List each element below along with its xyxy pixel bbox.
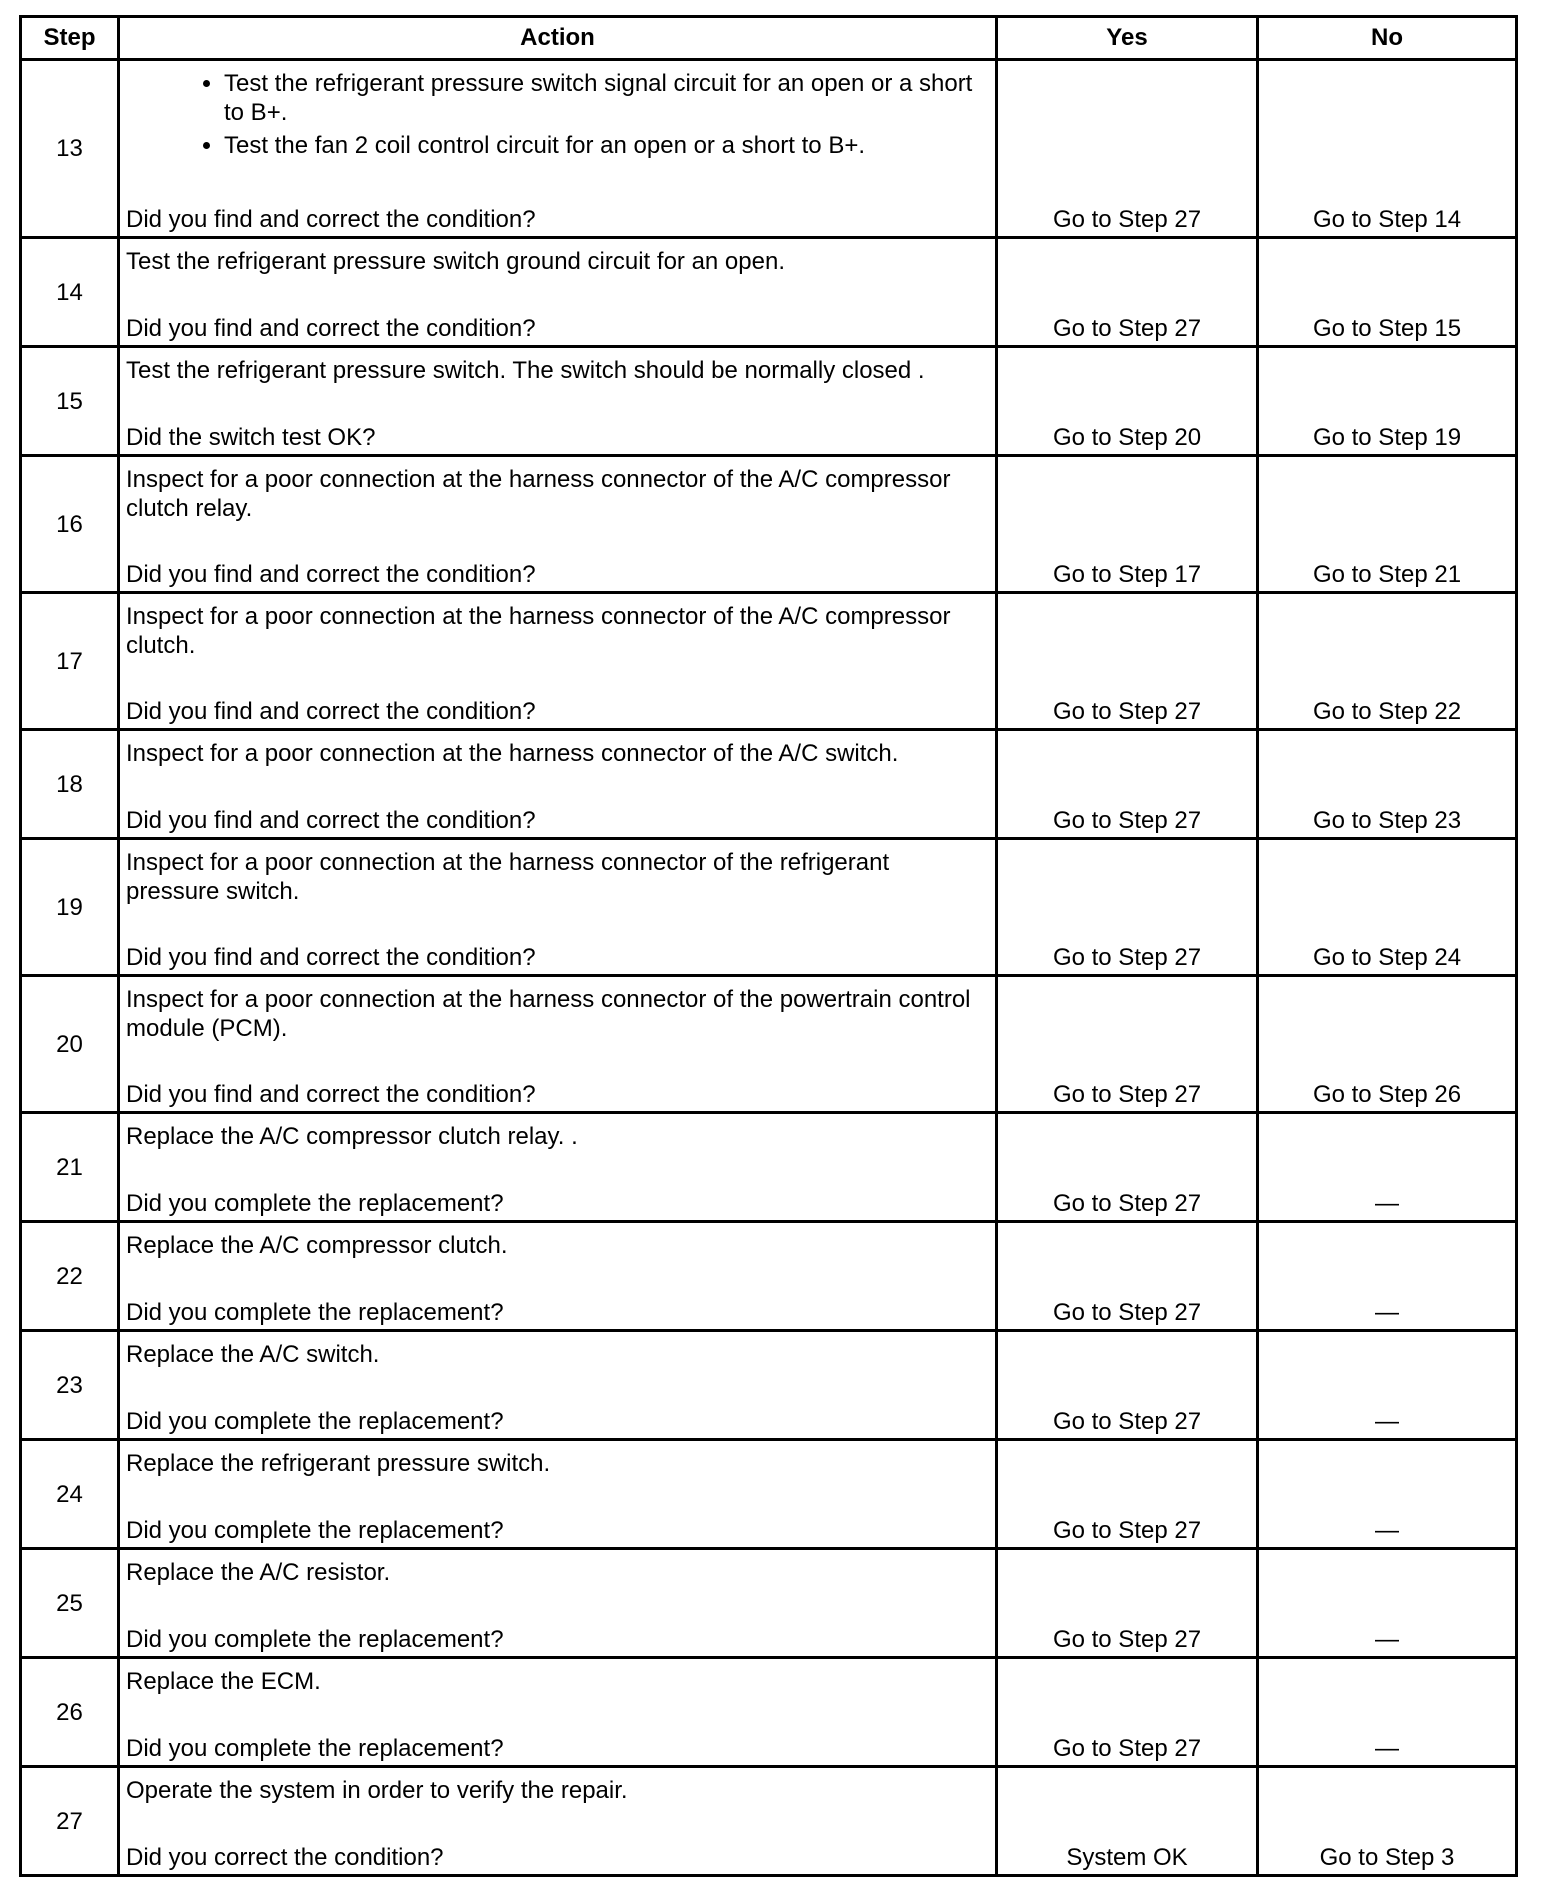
action-cell [119,1222,997,1331]
action-instruction: Replace the refrigerant pressure switch. [126,1450,551,1477]
yes-result: Go to Step 27 [997,730,1258,839]
action-bullet: • Test the fan 2 coil control circuit for an open or a short to B+. [224,131,989,160]
action-instruction: Inspect for a poor connection at the harness connector of the A/C compressor clutch relay. [126,466,951,522]
table-row [21,1549,1517,1658]
step-number: 23 [21,1331,119,1440]
step-number: 19 [21,839,119,976]
table-row [21,593,1517,730]
step-number: 22 [21,1222,119,1331]
action-cell [119,1331,997,1440]
yes-result: Go to Step 27 [997,1549,1258,1658]
table-row [21,1331,1517,1440]
action-instruction: Replace the ECM. [126,1668,321,1695]
action-instruction: Replace the A/C switch. [126,1341,380,1368]
action-instruction: Test the refrigerant pressure switch. The switch should be normally closed . [126,357,925,384]
yes-result: Go to Step 27 [997,1440,1258,1549]
step-number: 15 [21,347,119,456]
action-cell [119,347,997,456]
step-number: 20 [21,976,119,1113]
action-question: Did the switch test OK? [126,424,376,451]
no-result: Go to Step 15 [1258,238,1517,347]
action-question: Did you find and correct the condition? [126,698,536,725]
diagnostic-table [19,15,1518,1877]
action-instruction: Replace the A/C compressor clutch. [126,1232,508,1259]
table-row [21,1767,1517,1876]
step-number: 27 [21,1767,119,1876]
no-result: Go to Step 14 [1258,60,1517,238]
no-result: Go to Step 19 [1258,347,1517,456]
no-result: — [1258,1113,1517,1222]
no-result: Go to Step 24 [1258,839,1517,976]
yes-result: Go to Step 27 [997,1222,1258,1331]
yes-result: Go to Step 27 [997,839,1258,976]
no-result: — [1258,1440,1517,1549]
no-result: Go to Step 26 [1258,976,1517,1113]
header-step: Step [21,17,119,60]
action-cell [119,1767,997,1876]
step-number: 24 [21,1440,119,1549]
no-result: — [1258,1658,1517,1767]
action-instruction: Replace the A/C resistor. [126,1559,391,1586]
action-cell [119,238,997,347]
action-bullet: • Test the refrigerant pressure switch signal circuit for an open or a short to B+. [224,69,989,127]
yes-result: Go to Step 27 [997,976,1258,1113]
action-question: Did you find and correct the condition? [126,807,536,834]
header-action: Action [119,17,997,60]
table-row [21,456,1517,593]
header-yes: Yes [997,17,1258,60]
no-result: — [1258,1222,1517,1331]
step-number: 18 [21,730,119,839]
action-question: Did you find and correct the condition? [126,315,536,342]
step-number: 21 [21,1113,119,1222]
action-cell [119,593,997,730]
action-cell [119,1549,997,1658]
yes-result: Go to Step 20 [997,347,1258,456]
header-row [21,17,1517,60]
step-number: 16 [21,456,119,593]
table-row [21,730,1517,839]
action-instruction: Inspect for a poor connection at the harness connector of the refrigerant pressure switch. [126,849,890,905]
yes-result: Go to Step 27 [997,593,1258,730]
yes-result: Go to Step 27 [997,60,1258,238]
step-number: 14 [21,238,119,347]
action-cell [119,1113,997,1222]
action-question: Did you find and correct the condition? [126,944,536,971]
no-result: Go to Step 3 [1258,1767,1517,1876]
no-result: — [1258,1549,1517,1658]
action-question: Did you complete the replacement? [126,1517,504,1544]
table-row [21,1222,1517,1331]
action-cell [119,1658,997,1767]
yes-result: Go to Step 27 [997,238,1258,347]
table-row [21,1113,1517,1222]
action-instruction: Inspect for a poor connection at the harness connector of the A/C switch. [126,740,899,767]
step-number: 17 [21,593,119,730]
action-question: Did you find and correct the condition? [126,206,536,233]
table-row [21,1658,1517,1767]
step-number: 26 [21,1658,119,1767]
action-cell [119,839,997,976]
action-instruction: Replace the A/C compressor clutch relay. . [126,1123,578,1150]
action-cell [119,1440,997,1549]
table-row [21,839,1517,976]
action-question: Did you find and correct the condition? [126,561,536,588]
action-cell [119,730,997,839]
action-instruction: Operate the system in order to verify the repair. [126,1777,628,1804]
action-instruction: Inspect for a poor connection at the harness connector of the powertrain control module (PCM). [126,986,971,1042]
yes-result: Go to Step 17 [997,456,1258,593]
no-result: Go to Step 21 [1258,456,1517,593]
yes-result: Go to Step 27 [997,1113,1258,1222]
action-question: Did you complete the replacement? [126,1408,504,1435]
no-result: Go to Step 23 [1258,730,1517,839]
no-result: Go to Step 22 [1258,593,1517,730]
no-result: — [1258,1331,1517,1440]
step-number: 25 [21,1549,119,1658]
action-cell [119,60,997,238]
step-number: 13 [21,60,119,238]
table-row [21,60,1517,238]
yes-result: Go to Step 27 [997,1331,1258,1440]
action-question: Did you correct the condition? [126,1844,444,1871]
action-question: Did you complete the replacement? [126,1299,504,1326]
yes-result: System OK [997,1767,1258,1876]
table-row [21,347,1517,456]
action-cell [119,976,997,1113]
action-instruction: Inspect for a poor connection at the harness connector of the A/C compressor clutch. [126,603,951,659]
action-instruction: Test the refrigerant pressure switch ground circuit for an open. [126,248,785,275]
action-question: Did you complete the replacement? [126,1626,504,1653]
header-no: No [1258,17,1517,60]
table-row [21,1440,1517,1549]
table-row [21,976,1517,1113]
yes-result: Go to Step 27 [997,1658,1258,1767]
action-question: Did you complete the replacement? [126,1735,504,1762]
action-question: Did you complete the replacement? [126,1190,504,1217]
action-bullets [126,69,989,160]
action-question: Did you find and correct the condition? [126,1081,536,1108]
table-row [21,238,1517,347]
action-cell [119,456,997,593]
